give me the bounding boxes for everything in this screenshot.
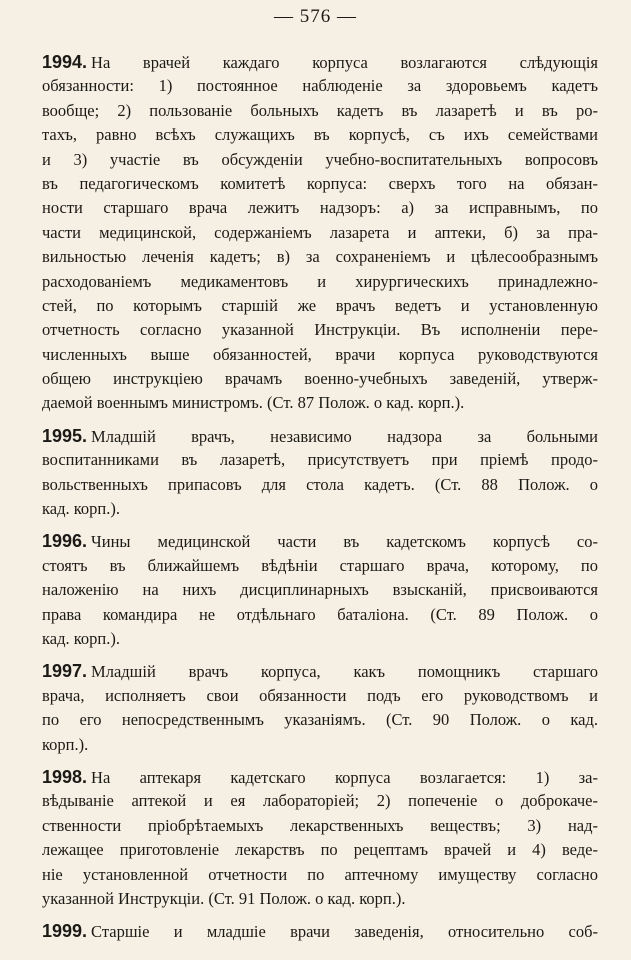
text-line <box>42 148 598 172</box>
line-text: части медицинской, содержаніемъ лазарета и аптеки, б) за пра- <box>42 222 598 242</box>
text-line <box>42 318 598 342</box>
line-text: Младшій врачъ, независимо надзора за больными <box>91 426 598 446</box>
line-text: обязанности: 1) постоянное наблюденіе за здоровьемъ кадетъ <box>42 76 598 96</box>
text-line <box>42 887 598 911</box>
text-line <box>42 919 598 943</box>
page-body <box>42 50 598 952</box>
article-1998 <box>42 765 598 911</box>
article-1995 <box>42 424 598 522</box>
line-text: воспитанниками въ лазаретѣ, присутствуетъ при пріемѣ продо- <box>42 450 598 470</box>
line-text: наложенію на нихъ дисциплинарныхъ взысканій, присвоиваются <box>42 580 598 600</box>
text-line <box>42 343 598 367</box>
line-text: указанной Инструкціи. (Ст. 91 Полож. о кад. корп.). <box>42 888 406 908</box>
text-line <box>42 554 598 578</box>
text-line <box>42 789 598 813</box>
text-line <box>42 627 598 651</box>
text-line <box>42 708 598 732</box>
text-line <box>42 50 598 74</box>
line-text: лежащее приготовленіе лекарствъ по рецептамъ врачей и 4) веде- <box>42 840 598 860</box>
text-line <box>42 578 598 602</box>
line-text: На врачей каждаго корпуса возлагаются слѣдующія <box>91 53 598 72</box>
text-line <box>42 733 598 757</box>
line-text: ніе установленной отчетности по аптечному имуществу согласно <box>42 864 598 884</box>
article-number: 1994. <box>42 52 88 72</box>
line-text: вообще; 2) пользованіе больныхъ кадетъ въ лазаретѣ и въ ро- <box>42 100 598 120</box>
article-number: 1998. <box>42 766 88 787</box>
article-number: 1995. <box>42 425 88 446</box>
text-line <box>42 196 598 220</box>
line-text: численныхъ выше обязанностей, врачи корпуса руководствуются <box>42 344 598 364</box>
text-line <box>42 603 598 627</box>
line-text: даемой военнымъ министромъ. (Ст. 87 Полож. о кад. корп.). <box>42 393 465 413</box>
text-line <box>42 814 598 838</box>
text-line <box>42 172 598 196</box>
text-line <box>42 424 598 448</box>
line-text: въ педагогическомъ комитетѣ корпуса: сверхъ того на обязан- <box>42 173 598 193</box>
line-text: отчетность согласно указанной Инструкціи. Въ исполненіи пере- <box>42 320 598 340</box>
text-line <box>42 497 598 521</box>
line-text: по его непосредственнымъ указаніямъ. (Ст. 90 Полож. о кад. <box>42 710 598 730</box>
line-text: кад. корп.). <box>42 499 120 519</box>
text-line <box>42 659 598 683</box>
article-1996 <box>42 529 598 651</box>
text-line <box>42 245 598 269</box>
line-text: вѣдываніе аптекой и ея лабораторіей; 2) попеченіе о доброкаче- <box>42 791 598 811</box>
text-line <box>42 221 598 245</box>
text-line <box>42 270 598 294</box>
line-text: тахъ, равно всѣхъ служащихъ въ корпусѣ, съ ихъ семействами <box>42 125 598 145</box>
text-line <box>42 448 598 472</box>
article-number: 1997. <box>42 661 88 682</box>
line-text: и 3) участіе въ обсужденіи учебно-воспитательныхъ вопросовъ <box>42 149 598 169</box>
article-1994 <box>42 50 598 416</box>
line-text: стоятъ въ ближайшемъ вѣдѣніи старшаго врача, которому, по <box>42 555 598 575</box>
line-text: ности старшаго врача лежитъ надзоръ: а) за исправнымъ, по <box>42 198 598 218</box>
article-1999 <box>42 919 598 943</box>
text-line <box>42 473 598 497</box>
text-line <box>42 74 598 98</box>
line-text: вольственныхъ припасовъ для стола кадетъ. (Ст. 88 Полож. о <box>42 474 598 494</box>
article-1997 <box>42 659 598 757</box>
line-text: ственности пріобрѣтаемыхъ лекарственныхъ веществъ; 3) над- <box>42 815 598 835</box>
text-line <box>42 863 598 887</box>
line-text: вильностью леченія кадетъ; в) за сохраненіемъ и цѣлесообразнымъ <box>42 247 598 267</box>
article-number: 1999. <box>42 921 88 942</box>
line-text: Чины медицинской части въ кадетскомъ корпусѣ со- <box>91 532 598 552</box>
article-number: 1996. <box>42 531 88 552</box>
line-text: общею инструкціею врачамъ военно-учебныхъ заведеній, утверж- <box>42 369 598 389</box>
line-text: кад. корп.). <box>42 628 120 648</box>
line-text: расходованіемъ медикаментовъ и хирургическихъ принадлежно- <box>42 271 598 291</box>
text-line <box>42 123 598 147</box>
line-text: врача, исполняетъ свои обязанности подъ его руководствомъ и <box>42 685 598 705</box>
text-line <box>42 838 598 862</box>
page-number: — 576 — <box>274 6 357 27</box>
text-line <box>42 765 598 789</box>
text-line <box>42 367 598 391</box>
line-text: корп.). <box>42 734 89 754</box>
line-text: На аптекаря кадетскаго корпуса возлагается: 1) за- <box>91 767 598 787</box>
text-line <box>42 684 598 708</box>
text-line <box>42 294 598 318</box>
line-text: права командира не отдѣльнаго баталіона. (Ст. 89 Полож. о <box>42 604 598 624</box>
line-text: Старшіе и младшіе врачи заведенія, относительно соб- <box>91 922 598 942</box>
text-line <box>42 529 598 553</box>
line-text: стей, по которымъ старшій же врачъ ведетъ и установленную <box>42 295 598 315</box>
text-line <box>42 99 598 123</box>
line-text: Младшій врачъ корпуса, какъ помощникъ старшаго <box>91 662 598 682</box>
text-line <box>42 391 598 415</box>
